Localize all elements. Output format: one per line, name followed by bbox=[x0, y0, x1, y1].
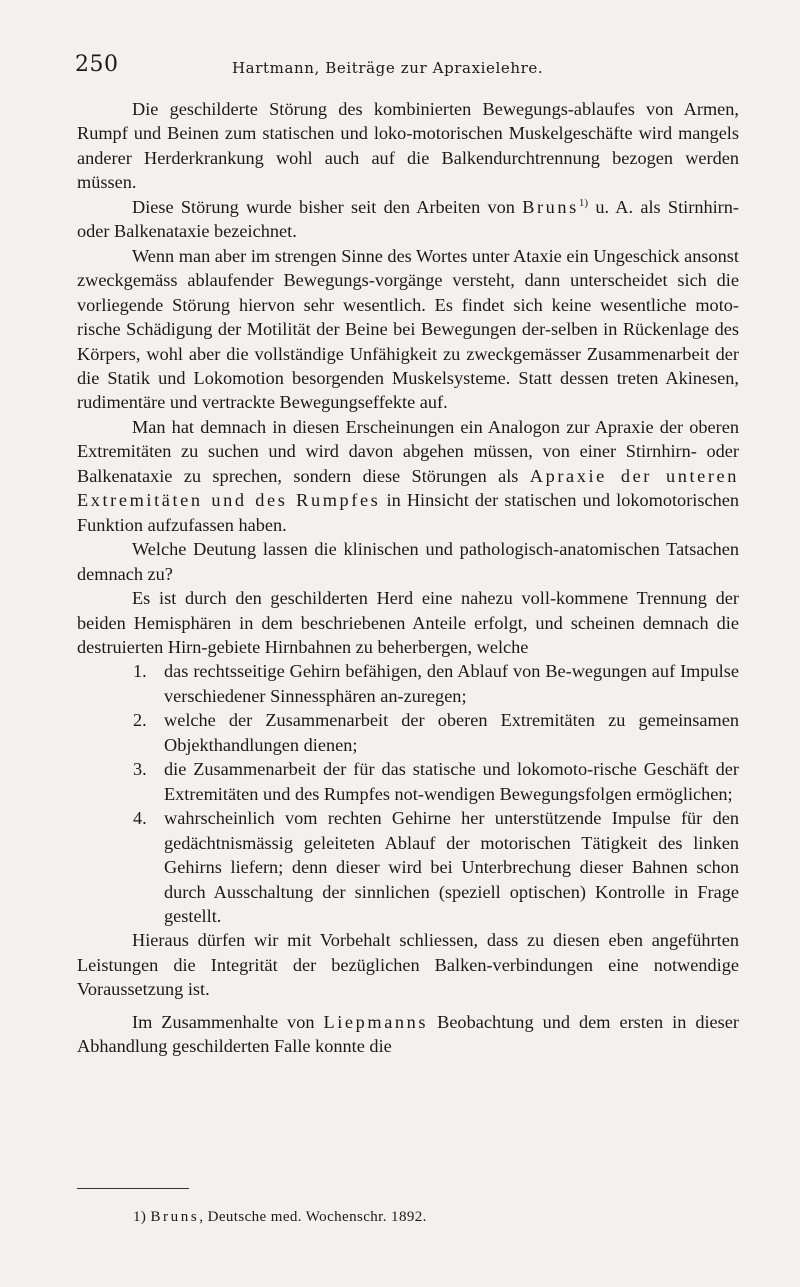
page-number: 250 bbox=[75, 52, 119, 77]
paragraph-2-end: u. A. als Stirnhirn- oder Balkenataxie bezeichnet. bbox=[77, 196, 740, 242]
paragraph-4-start: Man hat demnach in diesen Erscheinungen ein Analogon zur Apraxie der oberen Extremitäten zu suchen und wird davon abgehen müssen, von einer Stirnhirn- oder Balkenataxie zu sprechen, sondern diese Störungen als bbox=[77, 416, 739, 486]
footnote-marker: 1) bbox=[133, 1209, 147, 1225]
paragraph-2 bbox=[77, 195, 739, 244]
footnote-ref: 1) bbox=[578, 196, 589, 209]
paragraph-4-end: in Hinsicht der statischen und lokomotorischen Funktion aufzufassen haben. bbox=[77, 490, 739, 535]
paragraph-8-end: Beobachtung und dem ersten in dieser Abhandlung geschilderten Falle konnte die bbox=[77, 1011, 739, 1057]
paragraph-3: Wenn man aber im strengen Sinne des Wortes unter Ataxie ein Ungeschick ansonst zweckgemäss ablaufender Bewegungs-vorgänge versteht, dann unterscheidet sich die vorliegende Störung hiervon sehr wesentlich. Es findet sich keine wesentliche moto-rische Schädigung der Motilität der Beine bei Bewegungen der-selben in Rückenlage des Körpers, wohl aber die vollständige Unfähigkeit zu zweckgemässer Zusammenarbeit der die Statik und Lokomotion besorgenden Muskelsysteme. Statt dessen treten Akinesen, rudimentäre und vertrackte Bewegungseffekte auf. bbox=[77, 245, 739, 413]
paragraph-7: Hieraus dürfen wir mit Vorbehalt schliessen, dass zu diesen eben angeführten Leistungen die Integrität der bezüglichen Balken-verbindungen eine notwendige Voraussetzung ist. bbox=[77, 930, 739, 1000]
list-item-text: welche der Zusammenarbeit der oberen Extremitäten zu gemeinsamen Objekthandlungen dienen; bbox=[164, 710, 739, 755]
author-name-liepmann: Liepmanns bbox=[323, 1011, 429, 1032]
list-item bbox=[77, 659, 739, 708]
paragraph-gap bbox=[77, 1002, 739, 1010]
running-title: Hartmann, Beiträge zur Apraxielehre. bbox=[232, 59, 544, 77]
footnote-author: Bruns bbox=[150, 1209, 200, 1225]
list-number: 2. bbox=[133, 710, 147, 731]
list-item-text: die Zusammenarbeit der für das statische und lokomoto-rische Geschäft der Extremitäten und des Rumpfes not-wendigen Bewegungsfolgen ermöglichen; bbox=[164, 759, 739, 804]
list-item bbox=[77, 757, 739, 806]
main-text bbox=[77, 97, 739, 1059]
paragraph-5: Welche Deutung lassen die klinischen und pathologisch-anatomischen Tatsachen demnach zu? bbox=[77, 539, 739, 584]
emphasis-apraxie: Apraxie der unteren Extremitäten und des Rumpfes bbox=[77, 465, 739, 511]
list-item-text: wahrscheinlich vom rechten Gehirne her unterstützende Impulse für den gedächtnismässig geleiteten Ablauf der motorischen Tätigkeit des linken Gehirns liefern; denn dieser wird bei Unterbrechung dieser Bahnen schon durch Ausschaltung der sinnlichen (speziell optischen) Kontrolle in Frage gestellt. bbox=[164, 808, 739, 926]
numbered-list bbox=[77, 659, 739, 928]
paragraph-2-start: Diese Störung wurde bisher seit den Arbeiten von bbox=[132, 196, 515, 217]
paragraph-1: Die geschilderte Störung des kombinierten Bewegungs-ablaufes von Armen, Rumpf und Beinen zum statischen und loko-motorischen Muskelgeschäfte wird mangels anderer Herderkrankung wohl auch auf die Balkendurchtrennung bezogen werden müssen. bbox=[77, 99, 739, 193]
list-number: 3. bbox=[133, 759, 147, 780]
list-item bbox=[77, 708, 739, 757]
footnote-rule bbox=[77, 1188, 189, 1189]
list-number: 1. bbox=[133, 661, 147, 682]
paragraph-4 bbox=[77, 415, 739, 537]
author-name-bruns: Bruns bbox=[522, 196, 579, 217]
list-item-text: das rechtsseitige Gehirn befähigen, den Ablauf von Be-wegungen auf Impulse verschiedener Sinnessphären an-zuregen; bbox=[164, 661, 739, 706]
paragraph-8 bbox=[77, 1010, 739, 1059]
footnote-text: , Deutsche med. Wochenschr. 1892. bbox=[199, 1209, 427, 1225]
paragraph-6: Es ist durch den geschilderten Herd eine nahezu voll-kommene Trennung der beiden Hemisphären in dem beschriebenen Anteile erfolgt, und scheinen demnach die destruierten Hirn-gebiete Hirnbahnen zu beherbergen, welche bbox=[77, 588, 739, 657]
paragraph-8-start: Im Zusammenhalte von bbox=[132, 1011, 315, 1032]
list-number: 4. bbox=[133, 808, 147, 829]
footnote bbox=[133, 1209, 427, 1226]
page-header bbox=[75, 52, 745, 82]
list-item bbox=[77, 806, 739, 928]
